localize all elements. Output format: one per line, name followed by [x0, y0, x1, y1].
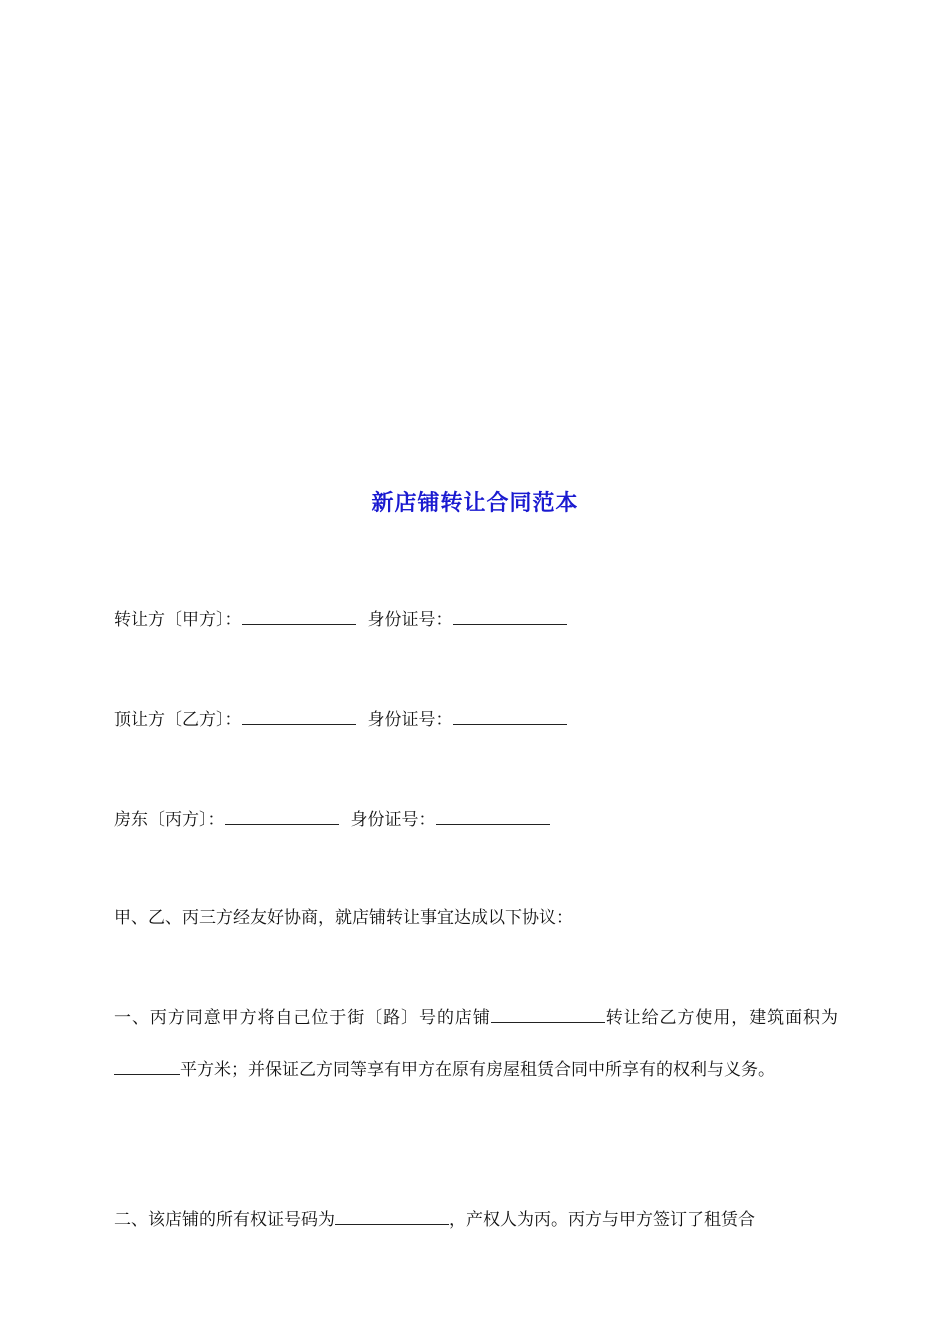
party-c-id-blank[interactable] — [436, 806, 550, 825]
party-b-id-blank[interactable] — [453, 706, 567, 725]
party-b-name-blank[interactable] — [242, 706, 356, 725]
shop-number-blank[interactable] — [491, 1004, 605, 1023]
party-b-label: 顶让方〔乙方〕： — [114, 710, 242, 730]
party-c-name-blank[interactable] — [225, 806, 339, 825]
party-a-label: 转让方〔甲方〕： — [114, 610, 242, 630]
party-a-name-blank[interactable] — [242, 606, 356, 625]
area-blank[interactable] — [114, 1056, 180, 1075]
intro-paragraph: 甲、乙、丙三方经友好协商，就店铺转让事宜达成以下协议： — [114, 908, 573, 928]
clause-1-part-3: 平方米；并保证乙方同等享有甲方在原有房屋租赁合同中所享有的权利与义务。 — [180, 1060, 775, 1080]
certificate-number-blank[interactable] — [335, 1206, 449, 1225]
party-c-line — [114, 806, 550, 833]
party-b-id-label: 身份证号： — [367, 710, 453, 730]
party-a-id-blank[interactable] — [453, 606, 567, 625]
clause-1 — [114, 992, 838, 1096]
party-a-id-label: 身份证号： — [367, 610, 453, 630]
clause-2-part-2: ，产权人为丙。丙方与甲方签订了租赁合 — [449, 1210, 755, 1230]
party-b-line — [114, 706, 567, 733]
party-a-line — [114, 606, 567, 633]
clause-1-part-2: 转让给乙方使用，建筑面积为 — [604, 1008, 839, 1028]
party-c-id-label: 身份证号： — [350, 810, 436, 830]
party-c-label: 房东〔丙方〕： — [114, 810, 225, 830]
clause-2 — [114, 1194, 838, 1246]
clause-2-part-1: 二、该店铺的所有权证号码为 — [114, 1210, 335, 1230]
document-title: 新店铺转让合同范本 — [371, 490, 579, 516]
clause-1-part-1: 一、丙方同意甲方将自己位于街〔路〕号的店铺 — [114, 1008, 491, 1028]
